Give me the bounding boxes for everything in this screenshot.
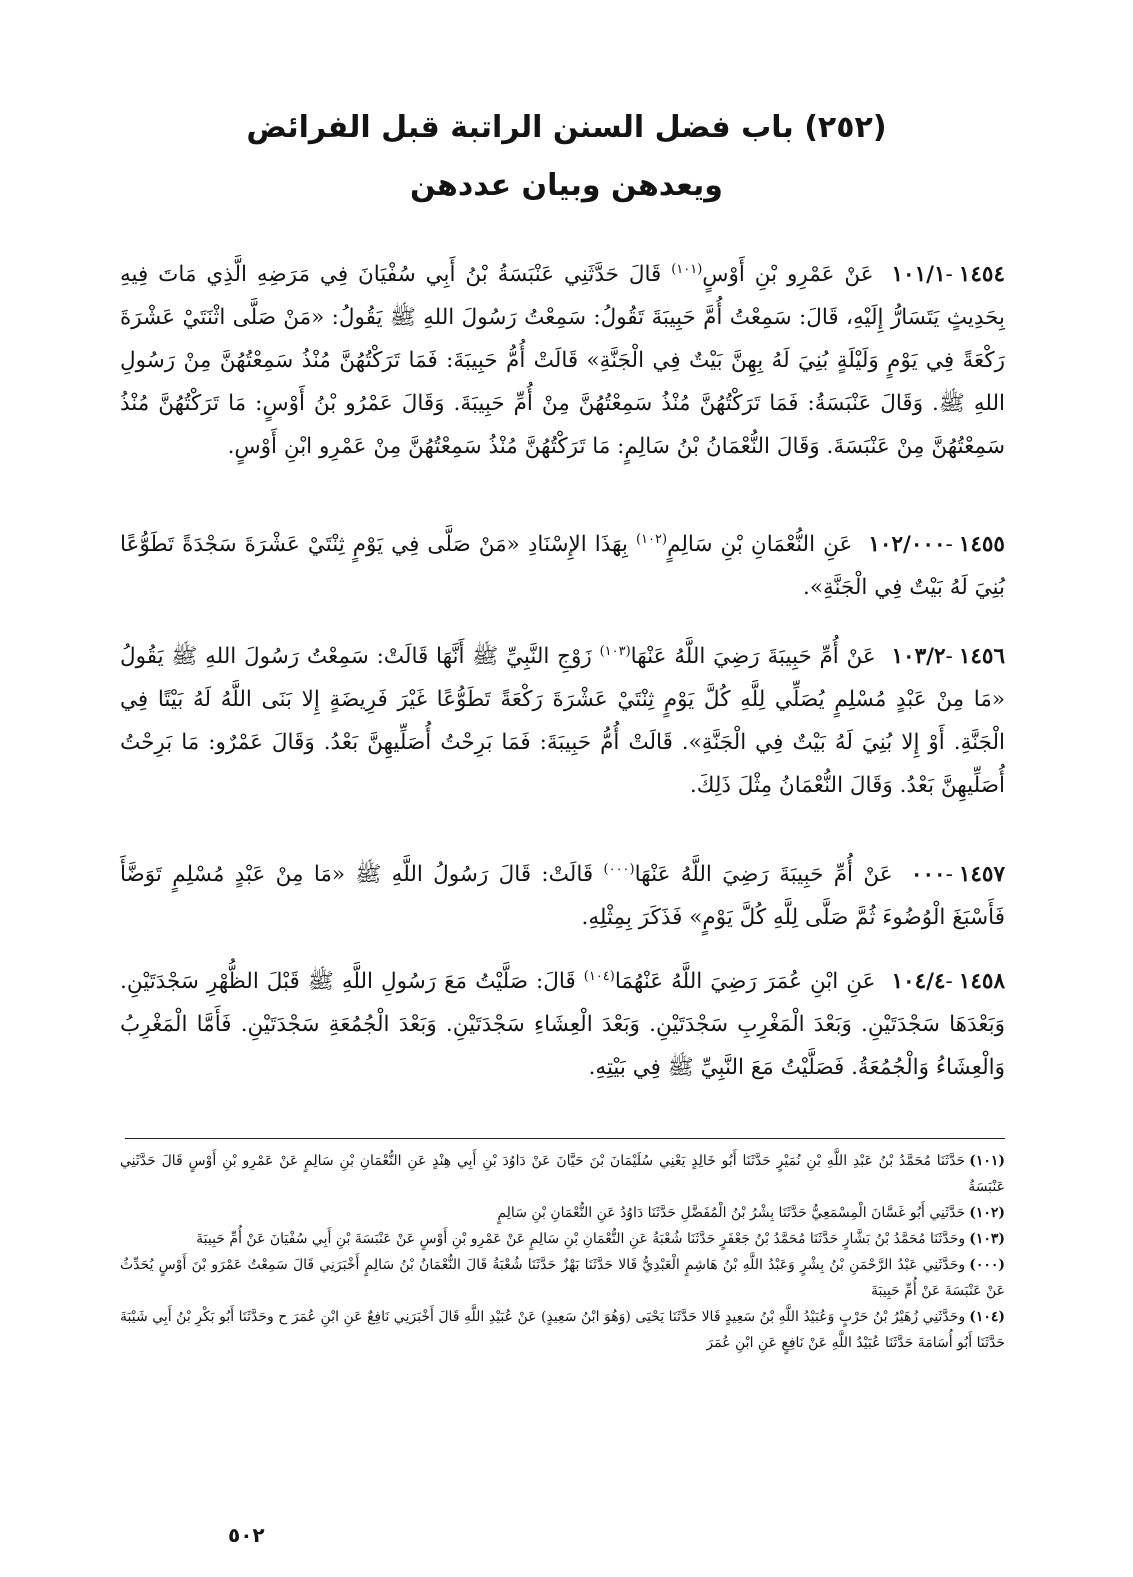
footnote-number: (١٠٤) (969, 1309, 1005, 1325)
footnote-text: حَدَّثَنَا مُحَمَّدُ بْنُ عَبْدِ اللَّهِ بْنِ نُمَيْرٍ حَدَّثَنَا أَبُو خَالِدٍ يَعْنِي سُلَيْمَانَ بْنَ حَيَّانَ عَنْ دَاوُدَ بْنِ أَبِي هِنْدٍ عَنِ النُّعْمَانِ بْنِ سَالِمٍ عَنْ عَمْرِو بْنِ أَوْسٍ قَالَ حَدَّثَنِي عَنْبَسَةُ (120, 1153, 1005, 1195)
hadith-opening: عَنْ عَمْرِو بْنِ أَوْسٍ (702, 262, 874, 288)
hadith-1456 (120, 630, 1005, 807)
footnote-103 (120, 1226, 1005, 1252)
footnote-ref: (١٠٣) (599, 644, 631, 659)
footnote-ref: (١٠٤) (583, 969, 615, 984)
footnote-000 (120, 1252, 1005, 1304)
hadith-1457 (120, 848, 1005, 939)
hadith-1454 (120, 248, 1005, 468)
footnote-number: (١٠٢) (969, 1205, 1005, 1221)
hadith-dash: - (945, 262, 953, 288)
footnote-104 (120, 1304, 1005, 1356)
hadith-opening: عَنْ أُمِّ حَبِيبَةَ رَضِيَ اللَّهُ عَنْهَا (634, 862, 893, 888)
hadith-number: ١٤٥٨ (958, 969, 1005, 995)
hadith-opening: عَنِ ابْنِ عُمَرَ رَضِيَ اللَّهُ عَنْهُمَا (614, 969, 876, 995)
footnote-text: وحَدَّثَنِي عَبْدُ الرَّحْمَنِ بْنُ بِشْرٍ وَعَبْدُ اللَّهِ بْنُ هَاشِمٍ الْعَبْدِيُّ قَالا حَدَّثَنَا بَهْزٌ حَدَّثَنَا شُعْبَةُ قَالَ النُّعْمَانُ بْنُ سَالِمٍ أَخْبَرَنِي قَالَ سَمِعْتُ عَمْرَو بْنَ أَوْسٍ يُحَدِّثُ عَنْ عَنْبَسَةَ عَنْ أُمِّ حَبِيبَةَ (120, 1257, 1005, 1299)
footnote-number: (١٠٣) (969, 1231, 1005, 1247)
hadith-1458 (120, 955, 1005, 1089)
hadith-dash: - (945, 862, 953, 888)
hadith-dash: - (945, 644, 953, 670)
hadith-mark: ١٠٣/٢ (891, 644, 946, 670)
footnote-ref: (٠٠٠) (603, 862, 635, 877)
hadith-mark: ٠٠٠ (910, 862, 946, 888)
footnote-ref: (١٠١) (671, 262, 703, 277)
hadith-text: بِهَذَا الإِسْنَادِ «مَنْ صَلَّى فِي يَوْمٍ ثِنْتَيْ عَشْرَةَ سَجْدَةً تَطَوُّعًا بُنِيَ لَهُ بَيْتٌ فِي الْجَنَّةِ». (120, 532, 1005, 601)
hadith-text: قَالَ: صَلَّيْتُ مَعَ رَسُولِ اللَّهِ ﷺ قَبْلَ الظُّهْرِ سَجْدَتَيْنِ. وَبَعْدَهَا سَجْدَتَيْنِ. وَبَعْدَ الْمَغْرِبِ سَجْدَتَيْنِ. وَبَعْدَ الْعِشَاءِ سَجْدَتَيْنِ. وَبَعْدَ الْجُمُعَةِ سَجْدَتَيْنِ. فَأَمَّا الْمَغْرِبُ وَالْعِشَاءُ وَالْجُمُعَةُ. فَصَلَّيْتُ مَعَ النَّبِيِّ ﷺ فِي بَيْتِهِ. (120, 969, 1005, 1081)
hadith-number: ١٤٥٤ (958, 262, 1005, 288)
hadith-text: زَوْجِ النَّبِيِّ ﷺ أَنَّهَا قَالَتْ: سَمِعْتُ رَسُولَ اللهِ ﷺ يَقُولُ «مَا مِنْ عَبْدٍ مُسْلِمٍ يُصَلِّي لِلَّهِ كُلَّ يَوْمٍ ثِنْتَيْ عَشْرَةَ رَكْعَةً تَطَوُّعًا غَيْرَ فَرِيضَةٍ إِلا بَنَى اللَّهُ لَهُ بَيْتًا فِي الْجَنَّةِ. أَوْ إِلا بُنِيَ لَهُ بَيْتٌ فِي الْجَنَّةِ». قَالَتْ أُمُّ حَبِيبَةَ: فَمَا بَرِحْتُ أُصَلِّيهِنَّ بَعْدُ. وَقَالَ عَمْرٌو: مَا بَرِحْتُ أُصَلِّيهِنَّ بَعْدُ. وَقَالَ النُّعْمَانُ مِثْلَ ذَلِكَ. (120, 644, 1005, 799)
footnote-number: (١٠١) (969, 1153, 1005, 1169)
hadith-dash: - (945, 532, 953, 558)
footnote-102 (120, 1200, 1005, 1226)
footnote-text: وحَدَّثَنَا مُحَمَّدُ بْنُ بَشَّارٍ حَدَّثَنَا مُحَمَّدُ بْنُ جَعْفَرٍ حَدَّثَنَا شُعْبَةُ عَنِ النُّعْمَانِ بْنِ سَالِمٍ عَنْ عَمْرِو بْنِ أَوْسٍ عَنْ عَنْبَسَةَ بْنِ أَبِي سُفْيَانَ عَنْ أُمِّ حَبِيبَةَ (196, 1231, 966, 1247)
hadith-dash: - (945, 969, 953, 995)
hadith-text: قَالَتْ: قَالَ رَسُولُ اللَّهِ ﷺ «مَا مِنْ عَبْدٍ مُسْلِمٍ تَوَضَّأَ فَأَسْبَغَ الْوُضُوءَ ثُمَّ صَلَّى لِلَّهِ كُلَّ يَوْمٍ» فَذَكَرَ بِمِثْلِهِ. (120, 862, 1005, 931)
hadith-opening: عَنِ النُّعْمَانِ بْنِ سَالِمٍ (667, 532, 853, 558)
footnote-number: (٠٠٠) (969, 1257, 1005, 1273)
hadith-text: قَالَ حَدَّثَنِي عَنْبَسَةُ بْنُ أَبِي سُفْيَانَ فِي مَرَضِهِ الَّذِي مَاتَ فِيهِ بِحَدِيثٍ يَتَسَارُّ إِلَيْهِ، قَالَ: سَمِعْتُ أُمَّ حَبِيبَةَ تَقُولُ: سَمِعْتُ رَسُولَ اللهِ ﷺ يَقُولُ: «مَنْ صَلَّى اثْنَتَيْ عَشْرَةَ رَكْعَةً فِي يَوْمٍ وَلَيْلَةٍ بُنِيَ لَهُ بِهِنَّ بَيْتٌ فِي الْجَنَّةِ» قَالَتْ أُمُّ حَبِيبَةَ: فَمَا تَرَكْتُهُنَّ مُنْذُ سَمِعْتُهُنَّ مِنْ رَسُولِ اللهِ ﷺ. وَقَالَ عَنْبَسَةُ: فَمَا تَرَكْتُهُنَّ مُنْذُ سَمِعْتُهُنَّ مِنْ أُمِّ حَبِيبَةَ. وَقَالَ عَمْرُو بْنُ أَوْسٍ: مَا تَرَكْتُهُنَّ مُنْذُ سَمِعْتُهُنَّ مِنْ عَنْبَسَةَ. وَقَالَ النُّعْمَانُ بْنُ سَالِمٍ: مَا تَرَكْتُهُنَّ مُنْذُ سَمِعْتُهُنَّ مِنْ عَمْرِو ابْنِ أَوْسٍ. (120, 262, 1005, 460)
hadith-mark: ١٠١/١ (891, 262, 946, 288)
footnote-divider (125, 1138, 1005, 1139)
hadith-number: ١٤٥٥ (958, 532, 1005, 558)
footnote-ref: (١٠٢) (635, 532, 668, 547)
hadith-1455 (120, 518, 1005, 609)
chapter-title: (٢٥٢) باب فضل السنن الراتبة قبل الفرائض (246, 110, 887, 145)
page-number: ٥٠٢ (228, 1523, 265, 1547)
hadith-mark: ١٠٢/٠٠٠ (868, 532, 946, 558)
footnote-text: وحَدَّثَنِي زُهَيْرُ بْنُ حَرْبٍ وَعُبَيْدُ اللَّهِ بْنُ سَعِيدٍ قَالا حَدَّثَنَا يَحْيَى (وَهُوَ ابْنُ سَعِيدٍ) عَنْ عُبَيْدِ اللَّهِ قَالَ أَخْبَرَنِي نَافِعٌ عَنِ ابْنِ عُمَرَ ح وحَدَّثَنَا أَبُو بَكْرِ بْنُ أَبِي شَيْبَةَ حَدَّثَنَا أَبُو أُسَامَةَ حَدَّثَنَا عُبَيْدُ اللَّهِ عَنْ نَافِعٍ عَنِ ابْنِ عُمَرَ (120, 1309, 1005, 1351)
chapter-subtitle: ويعدهن وبيان عددهن (410, 168, 723, 203)
hadith-opening: عَنْ أُمِّ حَبِيبَةَ رَضِيَ اللَّهُ عَنْهَا (630, 644, 876, 670)
hadith-mark: ١٠٤/٤ (891, 969, 946, 995)
footnotes (120, 1148, 1005, 1356)
footnote-101 (120, 1148, 1005, 1200)
hadith-number: ١٤٥٦ (958, 644, 1006, 670)
footnote-text: حَدَّثَنِي أَبُو غَسَّانَ الْمِسْمَعِيُّ حَدَّثَنَا بِشْرُ بْنُ الْمُفَضَّلِ حَدَّثَنَا دَاوُدُ عَنِ النُّعْمَانِ بْنِ سَالِمٍ (497, 1205, 966, 1221)
hadith-number: ١٤٥٧ (958, 862, 1006, 888)
